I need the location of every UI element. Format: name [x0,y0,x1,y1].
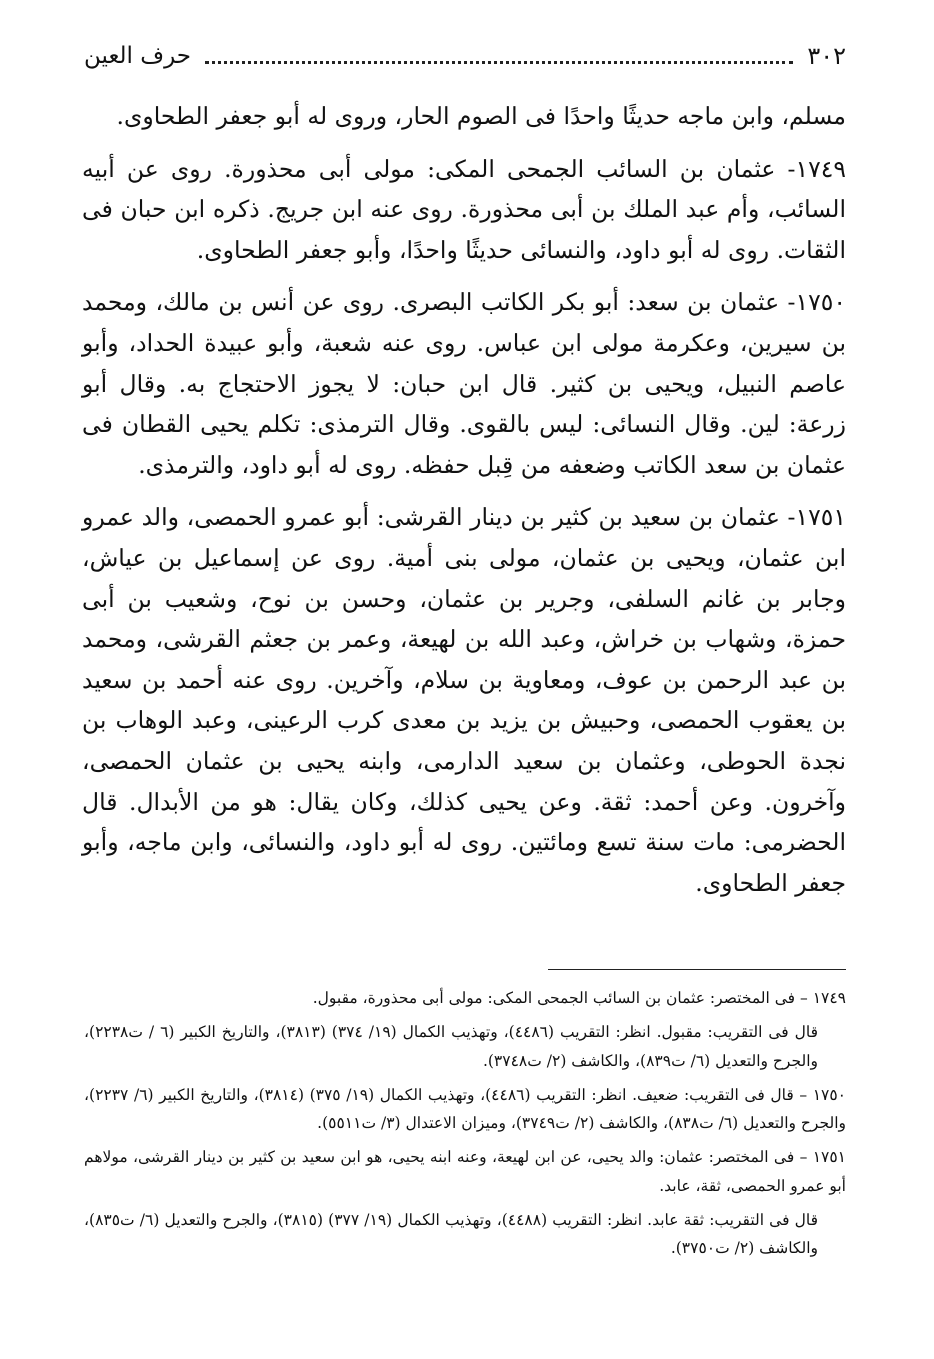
main-text [82,96,846,903]
header-dotted-leader [205,61,793,64]
page-header [84,38,846,74]
chapter-title: حرف العين [84,43,192,69]
continuation-paragraph: مسلم، وابن ماجه حديثًا واحدًا فى الصوم الحار، وروى له أبو جعفر الطحاوى. [116,102,846,130]
footnote-1750: ١٧٥٠ – قال فى التقريب: ضعيف. انظر: التقريب (٤٤٨٦)، وتهذيب الكمال (١٩/ ٣٧٥) (٣٨١٤)، والتاريخ الكبير (٦/ ٢٢٣٧)، والجرح والتعديل (٦/ ت٨٣٨)، والكاشف (٢/ ت٣٧٤٩)، وميزان الاعتدال (٣/ ت٥٥١١). [84,1085,846,1133]
footnote-1749-mukhtasar: ١٧٤٩ – فى المختصر: عثمان بن السائب الجمحى المكى: مولى أبى محذورة، مقبول. [312,989,846,1007]
page-number: ٣٠٢ [807,42,846,70]
entry-1749: ١٧٤٩- عثمان بن السائب الجمحى المكى: مولى أبى محذورة. روى عن أبيه السائب، وأم عبد الملك بن أبى محذورة. روى عنه ابن جريج. ذكره ابن حبان فى الثقات. روى له أبو داود، والنسائى حديثًا واحدًا، وأبو جعفر الطحاوى. [82,154,846,264]
footnotes [84,984,846,1263]
footnote-separator [548,969,846,970]
entry-1751: ١٧٥١- عثمان بن سعيد بن كثير بن دينار القرشى: أبو عمرو الحمصى، والد عمرو ابن عثمان، ويحيى بن عثمان، مولى بنى أمية. روى عن إسماعيل بن عياش، وجابر بن غانم السلفى، وجرير بن عثمان، وحسن بن نوح، وشعيب بن أبى حمزة، وشهاب بن خراش، وعبد الله بن لهيعة، وعمر بن جعثم القرشى، ومحمد بن عبد الرحمن بن عوف، ومعاوية بن سلام، وآخرين. روى عنه أحمد بن سعيد بن يعقوب الحمصى، وحبيش بن يزيد بن معدى كرب الرعينى، وعبد الوهاب بن نجدة الحوطى، وعثمان بن سعيد الدارمى، وابنه يحيى بن عثمان الحمصى، وآخرون. وعن أحمد: ثقة. وعن يحيى كذلك، وكان يقال: هو من الأبدال. قال الحضرمى: مات سنة تسع ومائتين. روى له أبو داود، والنسائى، وابن ماجه، وأبو جعفر الطحاوى. [82,503,846,897]
footnote-1751-taqrib: قال فى التقريب: ثقة عابد. انظر: التقريب (٤٤٨٨)، وتهذيب الكمال (١٩/ ٣٧٧) (٣٨١٥)، والجرح والتعديل (٦/ ت٨٣٥)، والكاشف (٢/ ت٣٧٥٠). [84,1211,819,1258]
entry-1750: ١٧٥٠- عثمان بن سعد: أبو بكر الكاتب البصرى. روى عن أنس بن مالك، ومحمد بن سيرين، وعكرمة مولى ابن عباس. روى عنه شعبة، وأبو عبيدة الحداد، وأبو عاصم النبيل، ويحيى بن كثير. قال ابن حبان: لا يجوز الاحتجاج به. وقال أبو زرعة: لين. وقال النسائى: ليس بالقوى. وقال الترمذى: تكلم يحيى القطان فى عثمان بن سعد الكاتب وضعفه من قِبل حفظه. روى له أبو داود، والترمذى. [82,288,846,479]
footnote-1751-mukhtasar: ١٧٥١ – فى المختصر: عثمان: والد يحيى، عن ابن لهيعة، وعنه ابنه يحيى، هو ابن سعيد بن كثير بن دينار القرشى، مولاهم أبو عمرو الحمصى، ثقة، عابد. [84,1148,846,1195]
footnote-1749-taqrib: قال فى التقريب: مقبول. انظر: التقريب (٤٤٨٦)، وتهذيب الكمال (١٩/ ٣٧٤) (٣٨١٣)، والتاريخ الكبير (٦ / ت٢٢٣٨)، والجرح والتعديل (٦/ ت٨٣٩)، والكاشف (٢/ ت٣٧٤٨). [84,1023,818,1070]
